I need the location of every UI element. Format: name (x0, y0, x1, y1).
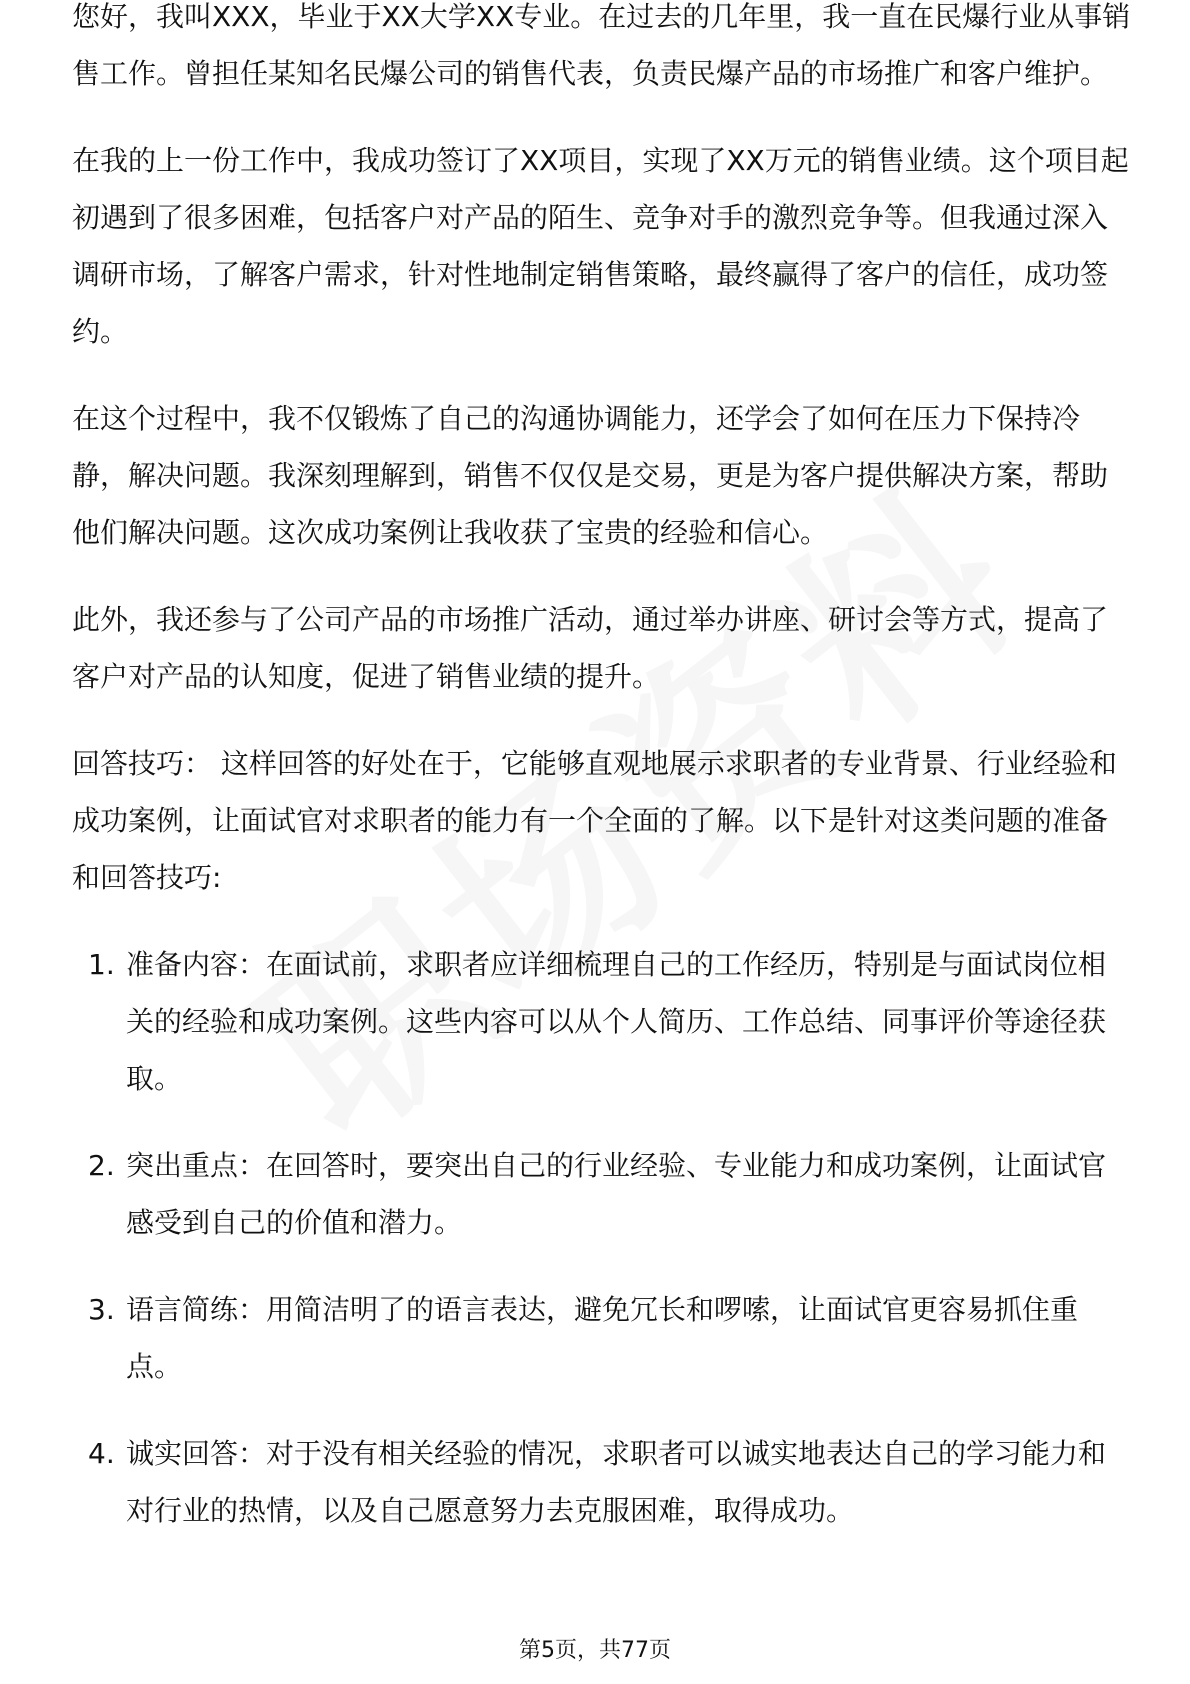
list-text: 准备内容：在面试前，求职者应详细梳理自己的工作经历，特别是与面试岗位相关的经验和成功案例。这些内容可以从个人简历、工作总结、同事评价等途径获取。 (126, 948, 1107, 1095)
list-item (72, 936, 1132, 1107)
list-number: 1. (88, 948, 115, 981)
page-footer: 第5页，共77页 (519, 1638, 671, 1663)
list-text: 语言简练：用简洁明了的语言表达，避免冗长和啰嗦，让面试官更容易抓住重点。 (126, 1293, 1079, 1383)
paragraph-tips: 回答技巧： 这样回答的好处在于，它能够直观地展示求职者的专业背景、行业经验和成功案例，让面试官对求职者的能力有一个全面的了解。以下是针对这类问题的准备和回答技巧: (72, 747, 1117, 894)
paragraph-promotion: 此外，我还参与了公司产品的市场推广活动，通过举办讲座、研讨会等方式，提高了客户对产品的认知度，促进了销售业绩的提升。 (72, 603, 1109, 693)
list-item (72, 1137, 1132, 1251)
document-body (72, 0, 1132, 1569)
list-text: 诚实回答：对于没有相关经验的情况，求职者可以诚实地表达自己的学习能力和对行业的热情，以及自己愿意努力去克服困难，取得成功。 (126, 1437, 1107, 1527)
paragraph-process: 在这个过程中，我不仅锻炼了自己的沟通协调能力，还学会了如何在压力下保持冷静，解决问题。我深刻理解到，销售不仅仅是交易，更是为客户提供解决方案，帮助他们解决问题。这次成功案例让我收获了宝贵的经验和信心。 (72, 402, 1109, 549)
paragraph-project: 在我的上一份工作中，我成功签订了XX项目，实现了XX万元的销售业绩。这个项目起初遇到了很多困难，包括客户对产品的陌生、竞争对手的激烈竞争等。但我通过深入调研市场，了解客户需求，针对性地制定销售策略，最终赢得了客户的信任，成功签约。 (72, 144, 1129, 348)
list-number: 3. (88, 1293, 115, 1326)
list-number: 4. (88, 1437, 115, 1470)
list-item (72, 1281, 1132, 1395)
list-number: 2. (88, 1149, 115, 1182)
list-text: 突出重点：在回答时，要突出自己的行业经验、专业能力和成功案例，让面试官感受到自己的价值和潜力。 (126, 1149, 1107, 1239)
paragraph-intro: 您好，我叫XXX，毕业于XX大学XX专业。在过去的几年里，我一直在民爆行业从事销售工作。曾担任某知名民爆公司的销售代表，负责民爆产品的市场推广和客户维护。 (72, 0, 1131, 90)
tips-list (72, 936, 1132, 1539)
list-item (72, 1425, 1132, 1539)
